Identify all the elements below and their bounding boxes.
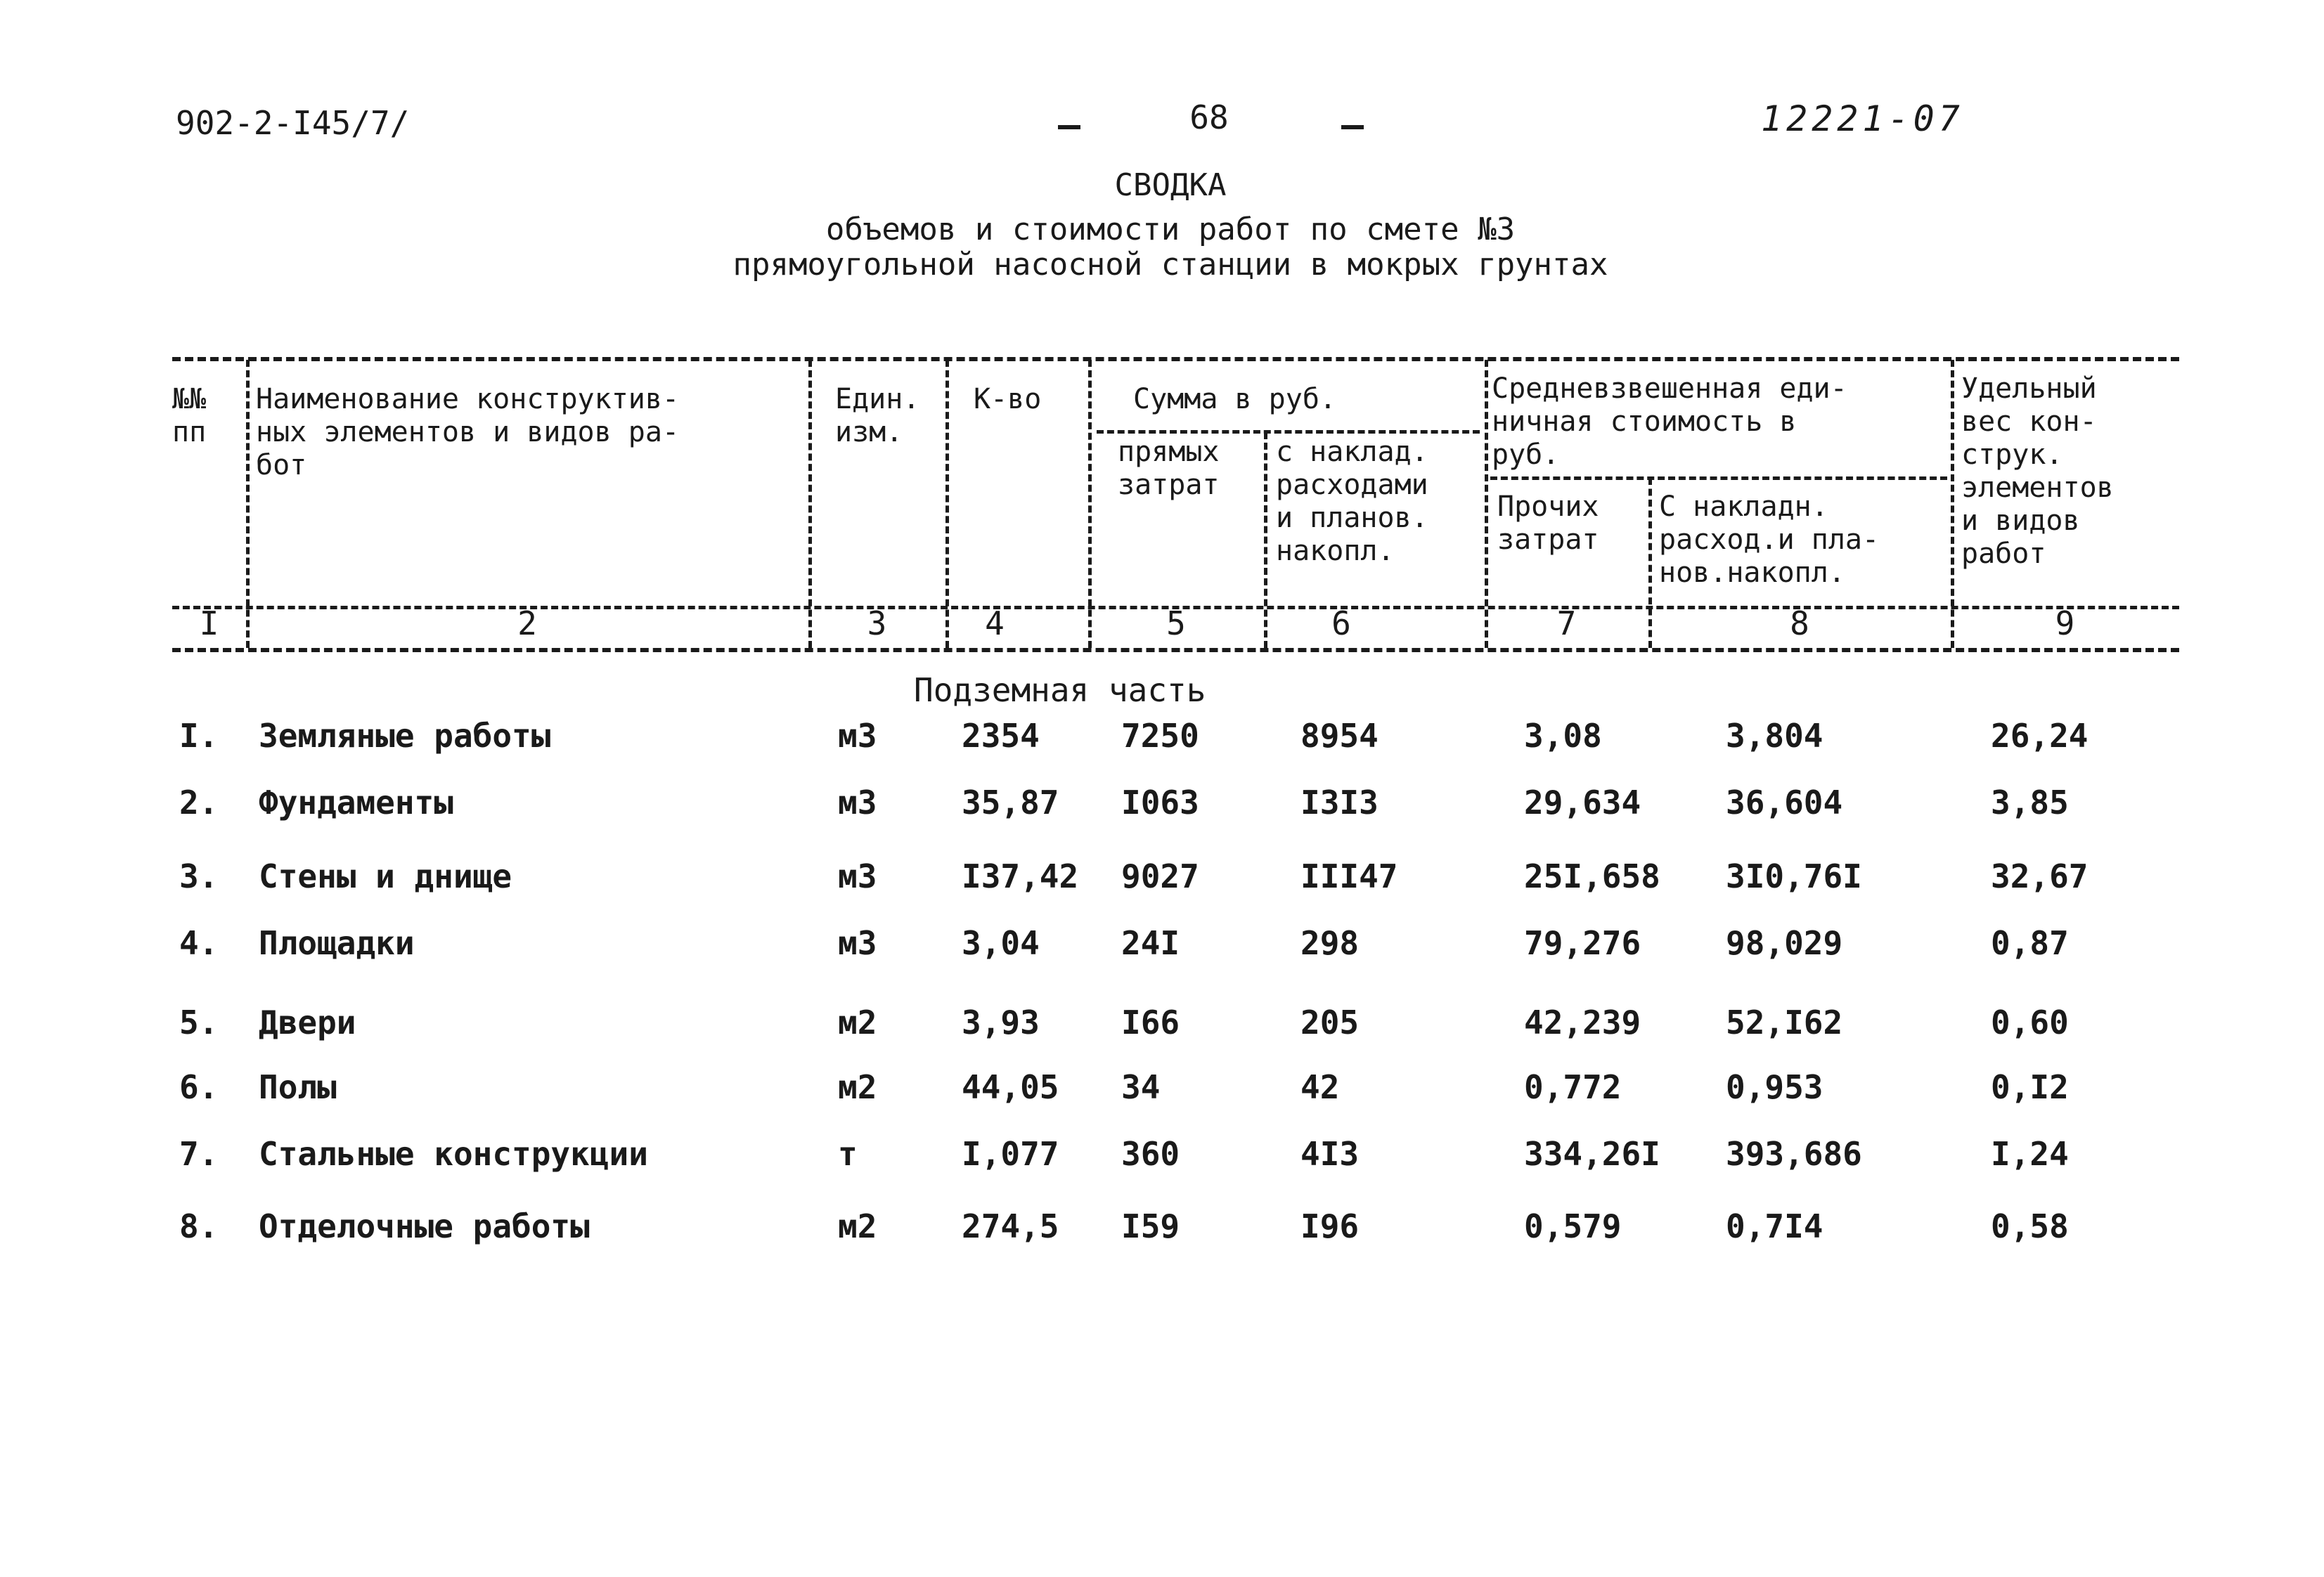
row-unit: м2 (838, 1068, 877, 1106)
row-share: 0,60 (1991, 1004, 2069, 1041)
row-other-costs: 79,276 (1524, 924, 1641, 962)
row-direct-costs: 34 (1121, 1068, 1161, 1106)
table-row (0, 1135, 2324, 1184)
header-quantity: К-во (974, 383, 1042, 415)
row-direct-costs: I59 (1121, 1207, 1180, 1245)
row-direct-costs: I66 (1121, 1004, 1180, 1041)
row-quantity: 274,5 (962, 1207, 1059, 1245)
row-number: 8. (179, 1207, 219, 1245)
column-number: 3 (867, 604, 887, 642)
row-unit: м3 (838, 857, 877, 895)
header-number: №№ пп (172, 383, 207, 448)
group-underline (1097, 430, 1480, 434)
row-name: Полы (259, 1068, 337, 1106)
table-row (0, 857, 2324, 907)
column-number: 2 (517, 604, 537, 642)
row-with-overhead: III47 (1300, 857, 1398, 895)
row-cost-with-overhead: 3I0,76I (1726, 857, 1862, 895)
row-quantity: 3,93 (962, 1004, 1040, 1041)
row-quantity: 35,87 (962, 784, 1059, 822)
row-with-overhead: I96 (1300, 1207, 1360, 1245)
row-number: 5. (179, 1004, 219, 1041)
row-number: 6. (179, 1068, 219, 1106)
table-row (0, 784, 2324, 833)
document-code: 902-2-I45/7/ (176, 104, 410, 142)
summary-title: СВОДКА (1114, 167, 1227, 203)
row-quantity: I,077 (962, 1135, 1059, 1173)
header-weighted-cost-group: Средневзвешенная еди- ничная стоимость в руб. (1492, 372, 1847, 471)
row-cost-with-overhead: 52,I62 (1726, 1004, 1843, 1041)
row-share: 0,I2 (1991, 1068, 2069, 1106)
row-direct-costs: 360 (1121, 1135, 1180, 1173)
row-cost-with-overhead: 0,953 (1726, 1068, 1823, 1106)
table-row (0, 1068, 2324, 1117)
row-share: 26,24 (1991, 717, 2089, 755)
row-name: Площадки (259, 924, 415, 962)
row-other-costs: 25I,658 (1524, 857, 1660, 895)
row-name: Земляные работы (259, 717, 551, 755)
row-share: 0,58 (1991, 1207, 2069, 1245)
row-other-costs: 3,08 (1524, 717, 1602, 755)
row-unit: м3 (838, 717, 877, 755)
row-share: I,24 (1991, 1135, 2069, 1173)
row-other-costs: 0,772 (1524, 1068, 1622, 1106)
table-row (0, 1207, 2324, 1257)
row-quantity: I37,42 (962, 857, 1079, 895)
row-direct-costs: 24I (1121, 924, 1180, 962)
header-direct-costs: прямых затрат (1118, 436, 1220, 501)
column-number: 7 (1556, 604, 1577, 642)
row-unit: м3 (838, 924, 877, 962)
row-share: 3,85 (1991, 784, 2069, 822)
row-direct-costs: 9027 (1121, 857, 1199, 895)
header-with-overhead: с наклад. расходами и планов. накопл. (1276, 436, 1428, 567)
row-other-costs: 0,579 (1524, 1207, 1622, 1245)
row-other-costs: 42,239 (1524, 1004, 1641, 1041)
row-name: Двери (259, 1004, 356, 1041)
row-quantity: 44,05 (962, 1068, 1059, 1106)
row-cost-with-overhead: 0,7I4 (1726, 1207, 1823, 1245)
row-number: 2. (179, 784, 219, 822)
row-name: Фундаменты (259, 784, 453, 822)
table-row (0, 1004, 2324, 1053)
row-unit: м2 (838, 1004, 877, 1041)
row-number: 4. (179, 924, 219, 962)
column-number: 6 (1331, 604, 1351, 642)
header-unit: Един. изм. (835, 383, 920, 448)
row-direct-costs: I063 (1121, 784, 1199, 822)
document-reference: 12221-07 (1761, 98, 1964, 139)
row-with-overhead: 42 (1300, 1068, 1340, 1106)
header-cost-with-overhead: С накладн. расход.и пла- нов.накопл. (1659, 491, 1880, 589)
row-cost-with-overhead: 3,804 (1726, 717, 1823, 755)
header-share: Удельный вес кон- струк. элементов и видов работ (1961, 372, 2114, 570)
row-with-overhead: 8954 (1300, 717, 1379, 755)
row-name: Стальные конструкции (259, 1135, 648, 1173)
table-row (0, 717, 2324, 766)
row-quantity: 2354 (962, 717, 1040, 755)
row-cost-with-overhead: 36,604 (1726, 784, 1843, 822)
row-name: Отделочные работы (259, 1207, 590, 1245)
row-with-overhead: I3I3 (1300, 784, 1379, 822)
row-cost-with-overhead: 98,029 (1726, 924, 1843, 962)
header-name: Наименование конструктив- ных элементов и видов ра- бот (256, 383, 680, 481)
column-number: 8 (1790, 604, 1809, 642)
summary-subtitle: объемов и стоимости работ по смете №3 прямоугольной насосной станции в мокрых грунтах (732, 212, 1608, 283)
column-number: 9 (2055, 604, 2075, 642)
row-other-costs: 334,26I (1524, 1135, 1660, 1173)
row-quantity: 3,04 (962, 924, 1040, 962)
row-with-overhead: 298 (1300, 924, 1360, 962)
header-other-costs: Прочих затрат (1497, 491, 1599, 556)
header-bottom-rule (172, 648, 2179, 652)
row-number: 3. (179, 857, 219, 895)
row-direct-costs: 7250 (1121, 717, 1199, 755)
column-number: 5 (1166, 604, 1186, 642)
page-number: 68 (1189, 98, 1229, 136)
column-number: 4 (985, 604, 1005, 642)
header-top-rule (172, 357, 2179, 361)
row-name: Стены и днище (259, 857, 512, 895)
page-dash-right (1341, 125, 1364, 129)
row-number: 7. (179, 1135, 219, 1173)
row-share: 32,67 (1991, 857, 2089, 895)
table-row (0, 924, 2324, 973)
section-title: Подземная часть (914, 671, 1206, 709)
header-sum-group: Сумма в руб. (1133, 383, 1336, 415)
page-dash-left (1058, 125, 1080, 129)
row-unit: м2 (838, 1207, 877, 1245)
row-with-overhead: 205 (1300, 1004, 1360, 1041)
column-number: I (199, 604, 219, 642)
row-unit: м3 (838, 784, 877, 822)
row-other-costs: 29,634 (1524, 784, 1641, 822)
row-unit: т (838, 1135, 858, 1173)
row-number: I. (179, 717, 219, 755)
row-share: 0,87 (1991, 924, 2069, 962)
group-underline (1490, 476, 1947, 480)
row-with-overhead: 4I3 (1300, 1135, 1360, 1173)
row-cost-with-overhead: 393,686 (1726, 1135, 1862, 1173)
